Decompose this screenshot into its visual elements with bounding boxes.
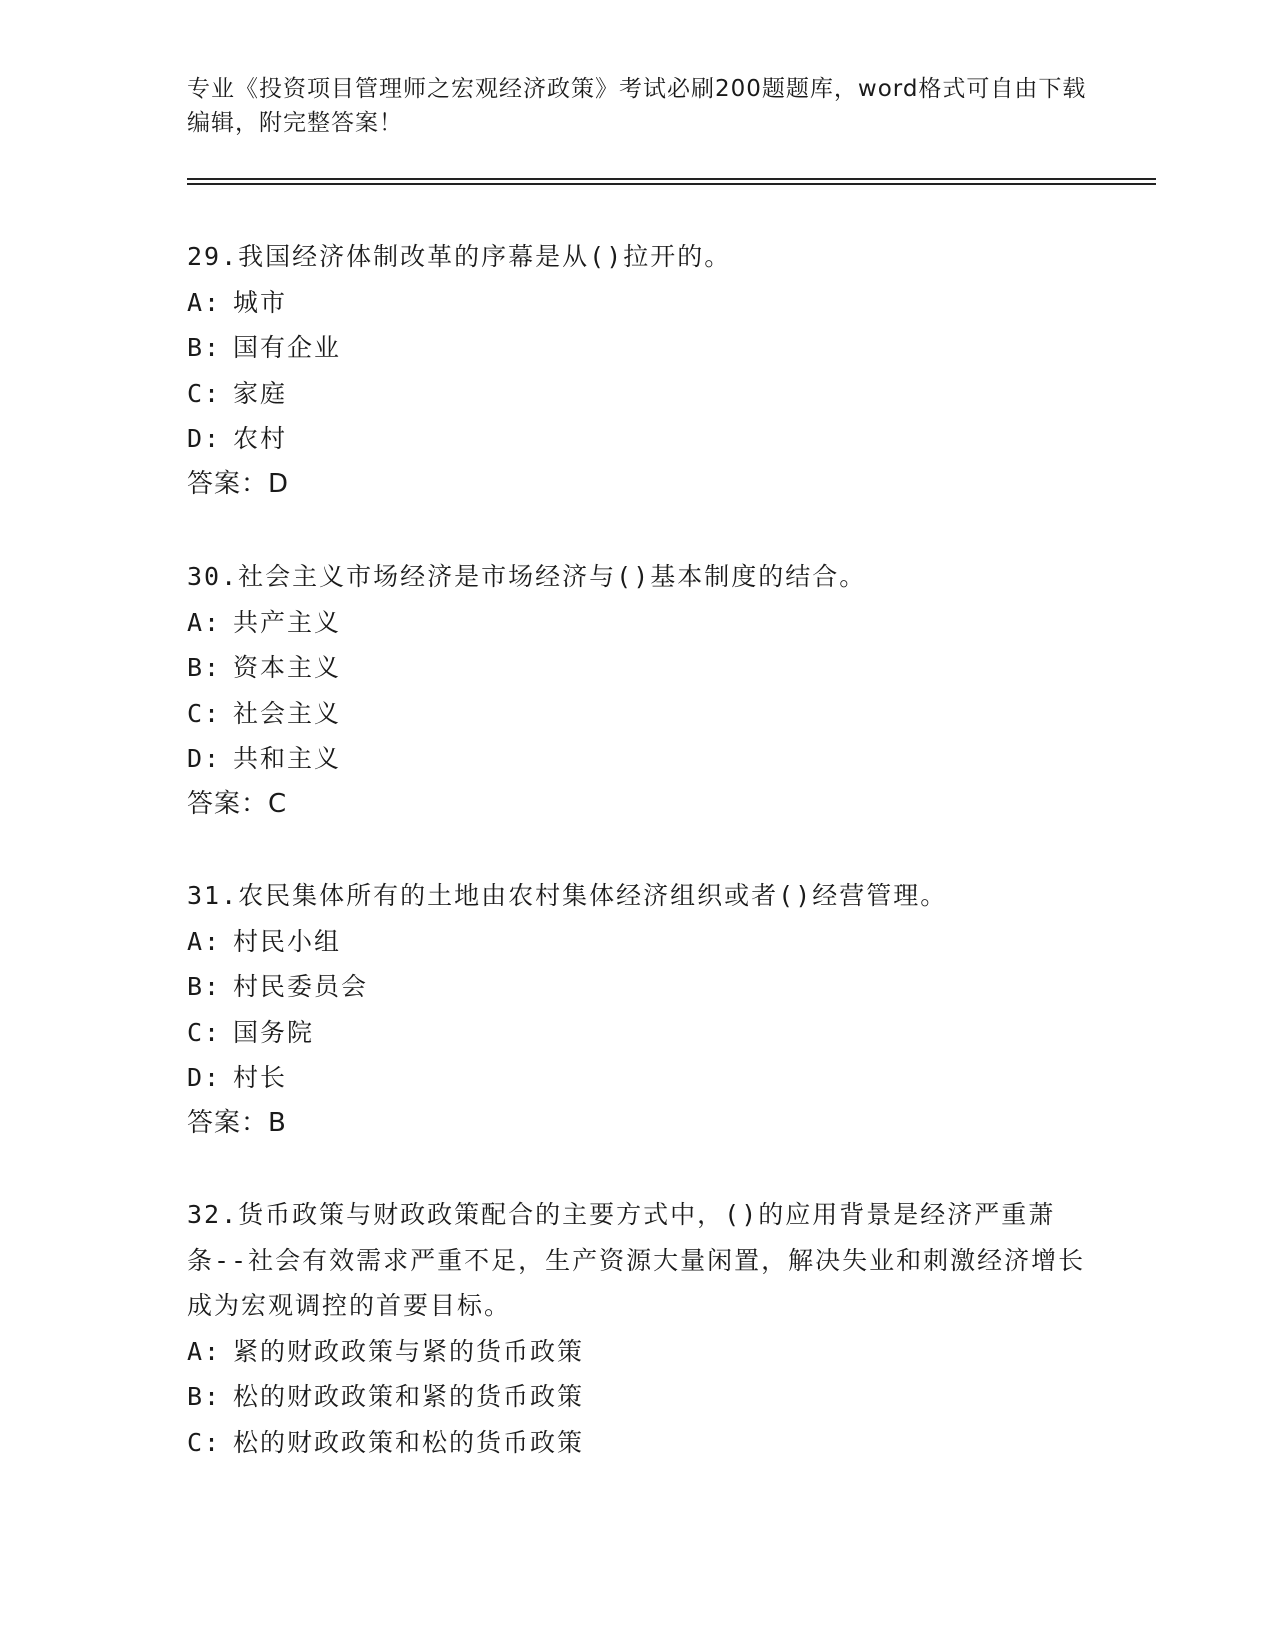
option-text: 村长 xyxy=(233,1063,288,1092)
answer-line: 答案：B xyxy=(187,1107,287,1138)
question-stem: 32.货币政策与财政政策配合的主要方式中，()的应用背景是经济严重萧条--社会有效需求严重不足，生产资源大量闲置，解决失业和刺激经济增长成为宏观调控的首要目标。 xyxy=(187,1200,1086,1320)
option-key: A: xyxy=(187,287,222,317)
option-text: 村民小组 xyxy=(233,926,342,956)
option-d xyxy=(187,736,1087,782)
option-a xyxy=(187,1329,1087,1375)
option-key: A: xyxy=(187,926,222,956)
option-key: D: xyxy=(187,424,222,453)
option-key: C: xyxy=(187,378,222,408)
option-text: 国务院 xyxy=(233,1017,315,1047)
option-d xyxy=(187,1055,1087,1101)
question-31 xyxy=(187,873,1087,1146)
option-text: 村民委员会 xyxy=(233,972,369,1001)
question-stem: 29.我国经济体制改革的序幕是从()拉开的。 xyxy=(187,242,732,271)
option-c xyxy=(187,691,1087,737)
option-key: A: xyxy=(187,607,222,637)
answer-line: 答案：C xyxy=(187,788,288,819)
option-text: 共产主义 xyxy=(233,607,342,637)
option-text: 资本主义 xyxy=(233,653,342,682)
option-b xyxy=(187,964,1087,1010)
question-30 xyxy=(187,554,1087,827)
option-b xyxy=(187,325,1087,371)
option-key: A: xyxy=(187,1336,222,1366)
document-header xyxy=(187,72,1087,140)
option-text: 家庭 xyxy=(233,378,288,408)
option-text: 城市 xyxy=(233,287,288,317)
option-text: 农村 xyxy=(233,424,288,453)
option-text: 社会主义 xyxy=(233,698,342,728)
option-a xyxy=(187,280,1087,326)
option-key: B: xyxy=(187,1382,222,1411)
answer-line: 答案：D xyxy=(187,468,290,499)
question-stem: 30.社会主义市场经济是市场经济与()基本制度的结合。 xyxy=(187,562,867,591)
option-text: 共和主义 xyxy=(233,744,342,773)
option-b xyxy=(187,1374,1087,1420)
question-29 xyxy=(187,234,1087,507)
question-32 xyxy=(187,1192,1087,1465)
option-key: C: xyxy=(187,1017,222,1047)
document-title: 专业《投资项目管理师之宏观经济政策》考试必刷200题题库，word格式可自由下载编辑，附完整答案！ xyxy=(187,76,1087,136)
option-key: B: xyxy=(187,653,222,682)
option-c xyxy=(187,1010,1087,1056)
option-a xyxy=(187,600,1087,646)
option-text: 国有企业 xyxy=(233,333,342,362)
option-b xyxy=(187,645,1087,691)
option-c xyxy=(187,1420,1087,1466)
option-key: C: xyxy=(187,698,222,728)
option-text: 紧的财政政策与紧的货币政策 xyxy=(233,1336,585,1366)
option-key: D: xyxy=(187,744,222,773)
option-text: 松的财政政策和松的货币政策 xyxy=(233,1427,585,1457)
header-divider-top xyxy=(187,178,1156,180)
option-text: 松的财政政策和紧的货币政策 xyxy=(233,1382,585,1411)
question-stem: 31.农民集体所有的土地由农村集体经济组织或者()经营管理。 xyxy=(187,881,948,910)
header-divider-bottom xyxy=(187,183,1156,185)
option-d xyxy=(187,416,1087,462)
option-key: B: xyxy=(187,333,222,362)
option-key: D: xyxy=(187,1063,222,1092)
option-key: C: xyxy=(187,1427,222,1457)
option-key: B: xyxy=(187,972,222,1001)
option-c xyxy=(187,371,1087,417)
option-a xyxy=(187,919,1087,965)
